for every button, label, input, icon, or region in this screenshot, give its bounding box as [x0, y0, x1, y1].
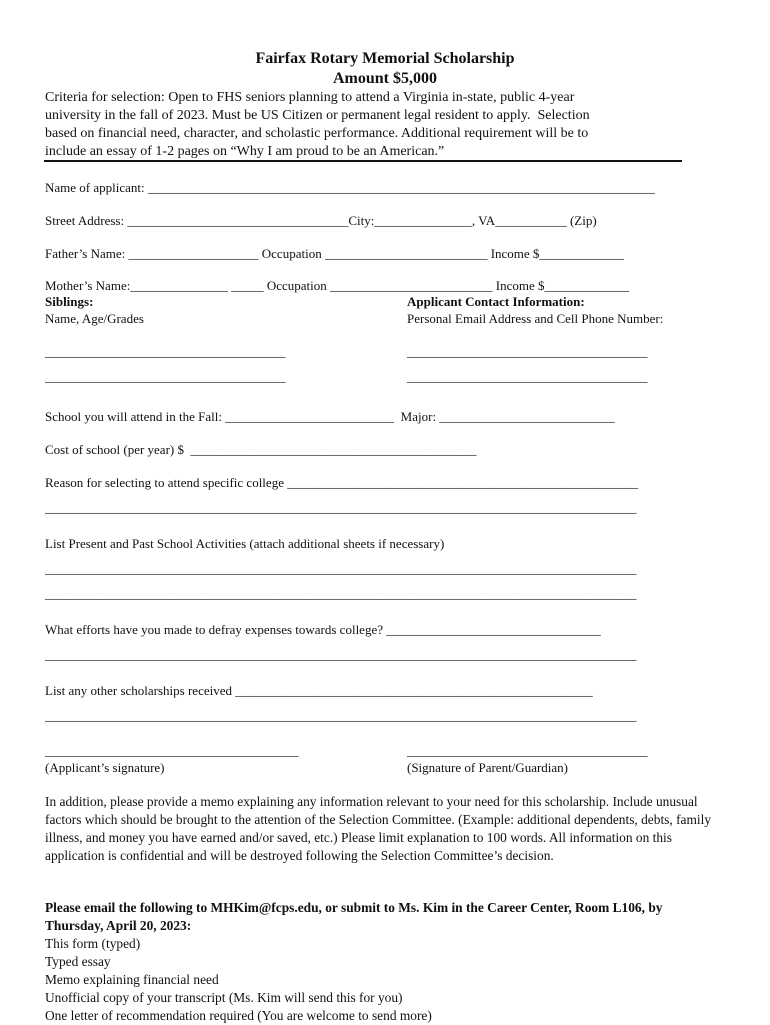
criteria-line: Criteria for selection: Open to FHS seniors planning to attend a Virginia in-state, public 4-year: [45, 90, 575, 105]
efforts-continuation-line[interactable]: ___________________________________________________________________________________________: [45, 647, 637, 662]
applicant-name-field[interactable]: Name of applicant: ______________________________________________________________________________: [45, 180, 655, 195]
applicant-signature-label: (Applicant’s signature): [45, 760, 165, 775]
criteria-line: university in the fall of 2023. Must be US Citizen or permanent legal resident to apply. Selection: [45, 108, 590, 123]
criteria-paragraph: [45, 89, 705, 161]
contact-info-sublabel: Personal Email Address and Cell Phone Number:: [407, 311, 664, 326]
other-scholarships-field[interactable]: List any other scholarships received _______________________________________________________: [45, 683, 593, 698]
header-divider: [44, 160, 682, 162]
parent-signature-label: (Signature of Parent/Guardian): [407, 760, 569, 775]
siblings-line[interactable]: _____________________________________: [45, 344, 286, 359]
submission-checklist: [45, 935, 432, 1025]
list-item: Typed essay: [45, 954, 111, 969]
efforts-field[interactable]: What efforts have you made to defray expenses towards college? _________________________________: [45, 622, 601, 637]
father-info-field[interactable]: Father’s Name: ____________________ Occupation _________________________ Income $_____________: [45, 246, 624, 261]
activities-line[interactable]: ___________________________________________________________________________________________: [45, 561, 637, 576]
contact-line[interactable]: _____________________________________: [407, 369, 648, 384]
list-item: This form (typed): [45, 936, 141, 951]
applicant-signature-line[interactable]: _______________________________________: [45, 743, 299, 758]
activities-line[interactable]: ___________________________________________________________________________________________: [45, 586, 637, 601]
contact-info-label: Applicant Contact Information:: [407, 294, 585, 309]
parent-signature-line[interactable]: _____________________________________: [407, 743, 648, 758]
school-major-field[interactable]: School you will attend in the Fall: __________________________ Major: ___________________________: [45, 409, 615, 424]
contact-line[interactable]: _____________________________________: [407, 344, 648, 359]
scholarship-amount: Amount $5,000: [332, 70, 437, 87]
reason-continuation-line[interactable]: ___________________________________________________________________________________________: [45, 500, 637, 515]
siblings-label: Siblings:: [45, 294, 94, 309]
criteria-line: based on financial need, character, and scholastic performance. Additional requirement will be to: [45, 126, 589, 141]
reason-college-field[interactable]: Reason for selecting to attend specific college ______________________________________________________: [45, 475, 639, 490]
list-item: Unofficial copy of your transcript (Ms. Kim will send this for you): [45, 990, 403, 1005]
other-scholarships-line[interactable]: ___________________________________________________________________________________________: [45, 708, 637, 723]
criteria-line: include an essay of 1-2 pages on “Why I am proud to be an American.”: [45, 144, 445, 159]
memo-instructions: In addition, please provide a memo explaining any information relevant to your need for this scholarship. Include unusual factors which should be brought to the attention of the Selection Committee. (Example: additional dependents, debts, family illness, and money you have earned and/or saved, etc.) Please limit explanation to 100 words. All information on this application is confidential and will be destroyed following the Selection Committee’s decision.: [45, 794, 712, 863]
mother-info-field[interactable]: Mother’s Name:_______________ _____ Occupation _________________________ Income $_____________: [45, 278, 629, 293]
siblings-line[interactable]: _____________________________________: [45, 369, 286, 384]
list-item: One letter of recommendation required (You are welcome to send more): [45, 1008, 432, 1023]
street-address-field[interactable]: Street Address: __________________________________City:_______________, VA___________ (Zip): [45, 213, 597, 228]
siblings-sublabel: Name, Age/Grades: [45, 311, 144, 326]
activities-label: List Present and Past School Activities (attach additional sheets if necessary): [45, 536, 445, 551]
list-item: Memo explaining financial need: [45, 972, 219, 987]
submission-instructions: Please email the following to MHKim@fcps.edu, or submit to Ms. Kim in the Career Center, Room L106, by Thursday, April 20, 2023:: [45, 900, 663, 933]
form-title: Fairfax Rotary Memorial Scholarship: [255, 50, 515, 67]
cost-of-school-field[interactable]: Cost of school (per year) $ ____________________________________________: [45, 442, 477, 457]
